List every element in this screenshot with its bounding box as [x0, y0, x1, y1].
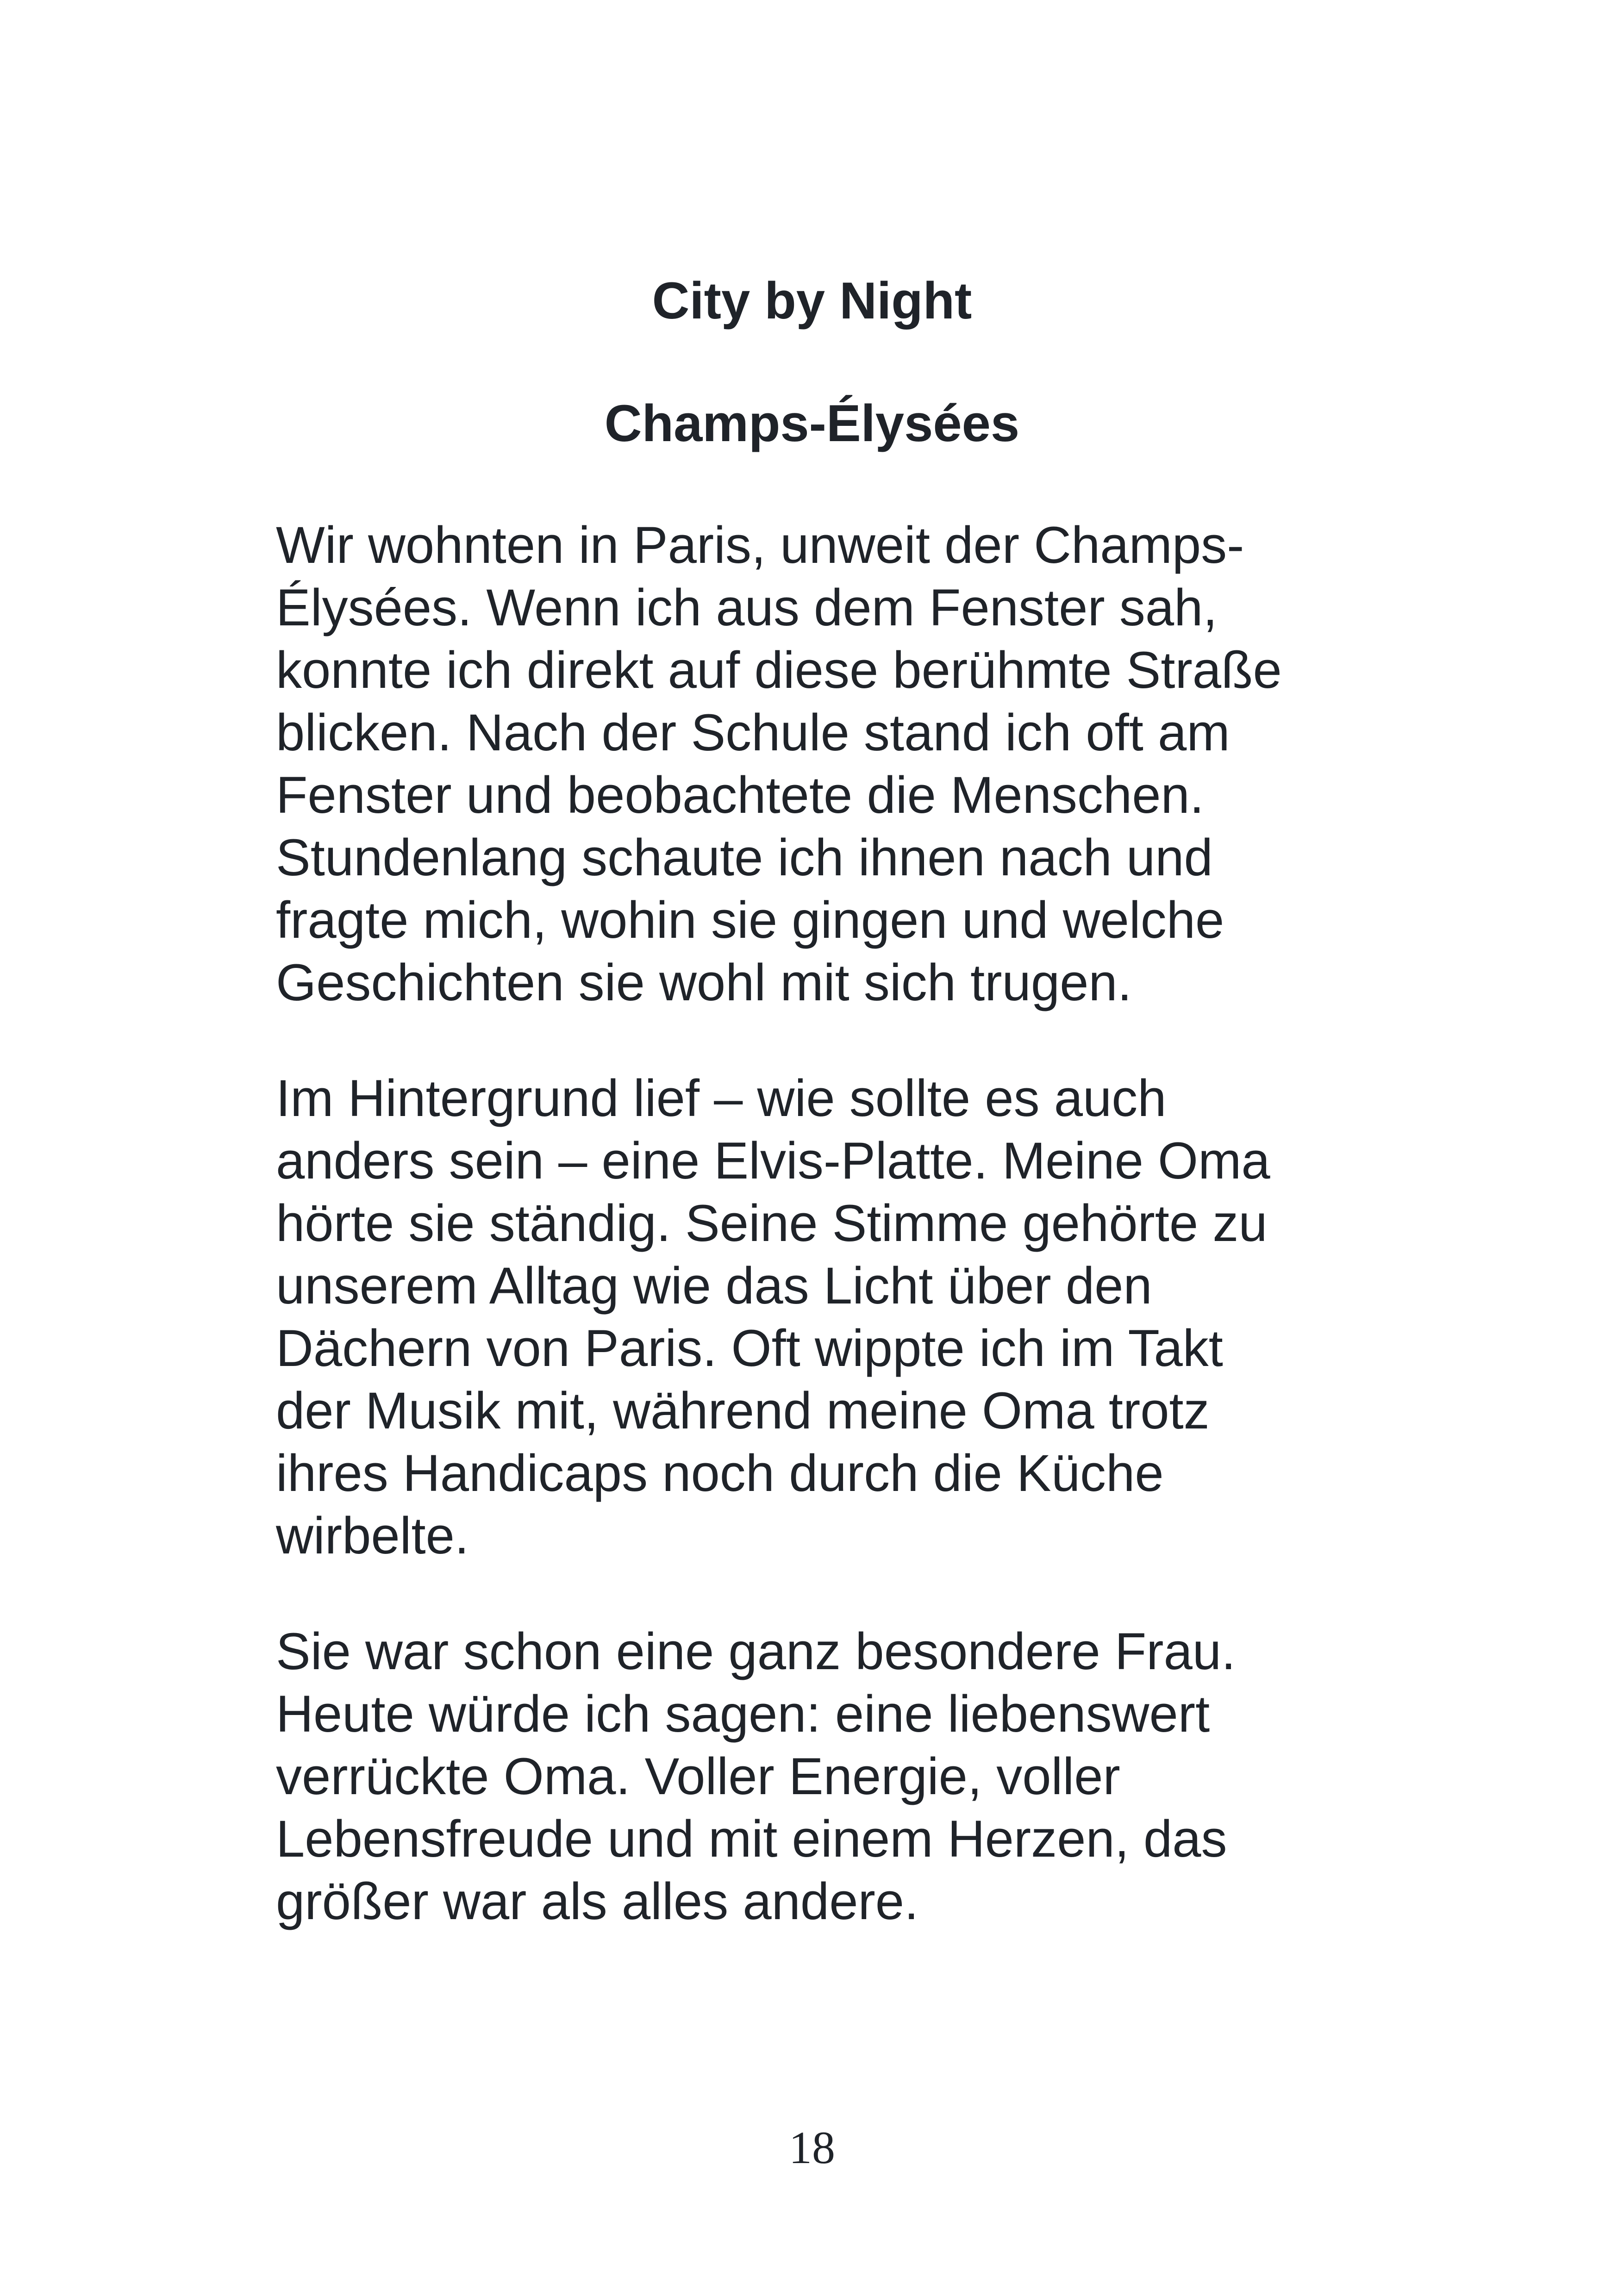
text-line: Fenster und beobachtete die Menschen.: [276, 766, 1204, 824]
text-line: Heute würde ich sagen: eine liebenswert: [276, 1685, 1210, 1743]
text-line: Wir wohnten in Paris, unweit der Champs-: [276, 516, 1244, 574]
text-line: hörte sie ständig. Seine Stimme gehörte zu: [276, 1194, 1268, 1252]
paragraph: [276, 1620, 1355, 1933]
text-line: verrückte Oma. Voller Energie, voller: [276, 1747, 1120, 1805]
text-line: der Musik mit, während meine Oma trotz: [276, 1382, 1210, 1440]
text-line: wirbelte.: [276, 1507, 469, 1565]
text-line: anders sein – eine Elvis-Platte. Meine Oma: [276, 1132, 1270, 1190]
page-number: 18: [789, 2122, 835, 2173]
text-line: konnte ich direkt auf diese berühmte Straße: [276, 641, 1282, 699]
text-line: Stundenlang schaute ich ihnen nach und: [276, 829, 1213, 886]
text-line: Élysées. Wenn ich aus dem Fenster sah,: [276, 579, 1218, 636]
text-line: Im Hintergrund lief – wie sollte es auch: [276, 1069, 1167, 1127]
text-line: fragte mich, wohin sie gingen und welche: [276, 891, 1224, 949]
text-line: Geschichten sie wohl mit sich trugen.: [276, 954, 1132, 1011]
text-line: größer war als alles andere.: [276, 1872, 919, 1930]
paragraph: [276, 514, 1355, 1014]
paragraph: [276, 1067, 1355, 1567]
text-line: ihres Handicaps noch durch die Küche: [276, 1444, 1164, 1502]
text-line: blicken. Nach der Schule stand ich oft am: [276, 704, 1230, 761]
text-line: Lebensfreude und mit einem Herzen, das: [276, 1810, 1227, 1868]
text-line: unserem Alltag wie das Licht über den: [276, 1257, 1152, 1315]
chapter-title: City by Night: [652, 272, 972, 330]
section-title: Champs-Élysées: [604, 394, 1020, 452]
text-line: Sie war schon eine ganz besondere Frau.: [276, 1622, 1236, 1680]
text-line: Dächern von Paris. Oft wippte ich im Takt: [276, 1319, 1223, 1377]
